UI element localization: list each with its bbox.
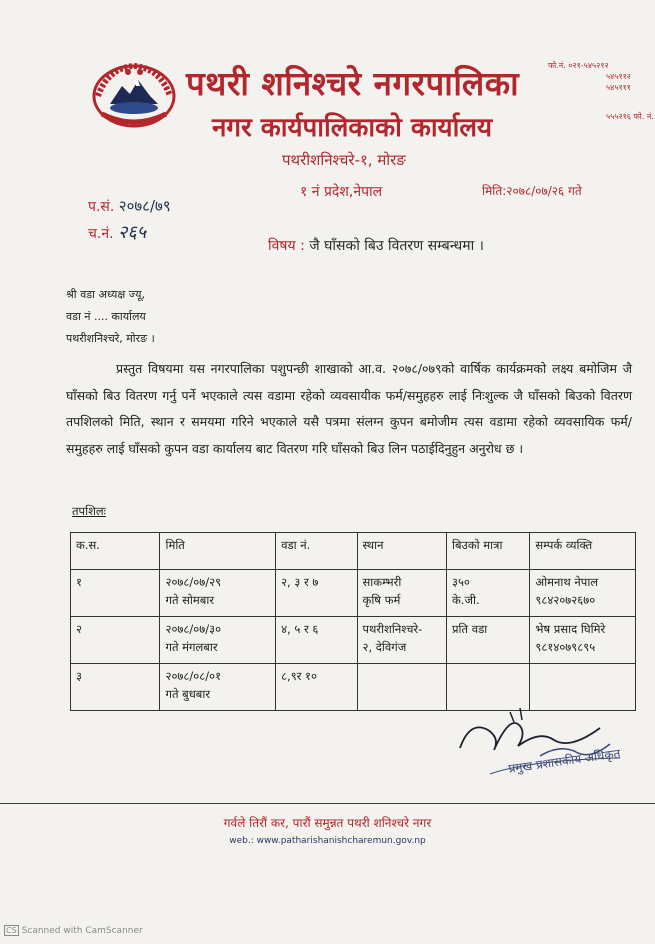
cell-wards: ८,९र १० xyxy=(276,664,357,711)
cell-day-value: गते बुधबार xyxy=(165,687,211,701)
cell-date xyxy=(160,617,276,664)
col-header-quantity: बिउको मात्रा xyxy=(446,533,529,570)
cell-place-line: पथरीशनिश्चरे- xyxy=(362,622,423,636)
col-header-contact: सम्पर्क व्यक्ति xyxy=(530,533,636,570)
phone-number: ५४५१११ xyxy=(606,83,631,92)
municipality-title: पथरी शनिश्चरे नगरपालिका xyxy=(186,64,520,103)
cell-quantity-line: प्रति वडा xyxy=(451,622,488,636)
col-header-sn: क.स. xyxy=(71,533,160,570)
letter-ref-number xyxy=(88,196,171,216)
cell-day-value: गते मंगलबार xyxy=(165,640,218,654)
phone-number: फो.नं. ०२१-५४५२१२ xyxy=(548,61,609,70)
cell-quantity-line: के.जी. xyxy=(451,593,480,607)
cell-date xyxy=(160,570,276,617)
cell-date-value: २०७८/०७/२९ xyxy=(165,575,222,589)
cell-place-line: कृषि फर्म xyxy=(362,593,401,607)
scanner-text: Scanned with CamScanner xyxy=(21,926,143,936)
office-subtitle: नगर कार्यपालिकाको कार्यालय xyxy=(212,113,493,143)
phone-numbers xyxy=(548,60,654,122)
office-address: पथरीशनिश्चरे-१, मोरङ xyxy=(282,151,406,169)
scanner-watermark xyxy=(4,925,143,936)
ref-label: प.सं. xyxy=(88,199,115,215)
footer-slogan: गर्वले तिरौं कर, पारौं समुन्नत पथरी शनिश्चरे नगर xyxy=(223,816,432,830)
phone-number: ५४५११२ xyxy=(606,72,631,81)
cell-contact-name: ओमनाथ नेपाल xyxy=(535,575,599,589)
col-header-place: स्थान xyxy=(357,533,446,570)
addressee-line: वडा नं .... कार्यालय xyxy=(66,310,146,323)
dispatch-number xyxy=(88,220,146,244)
addressee-line: श्री वडा अध्यक्ष ज्यू, xyxy=(66,288,145,301)
date-label: मिति: xyxy=(482,184,507,198)
letter-body xyxy=(66,356,632,462)
cell-place-line: २, देविगंज xyxy=(362,640,407,654)
details-label: तपशिलः xyxy=(72,504,107,518)
addressee-line: पथरीशनिश्चरे, मोरङ । xyxy=(66,332,155,345)
cell-quantity-line: ३५० xyxy=(451,575,470,589)
dispatch-label: च.नं. xyxy=(88,226,114,242)
cell-contact xyxy=(530,570,636,617)
cell-sn: ३ xyxy=(71,664,160,711)
camscanner-icon: CS xyxy=(6,926,17,935)
cell-contact-phone: ९८१४०७९८९५ xyxy=(535,640,596,654)
official-stamp: प्रमुख प्रशासकीय अधिकृत xyxy=(507,746,622,776)
cell-wards: २, ३ र ७ xyxy=(276,570,357,617)
table-row xyxy=(71,617,636,664)
nepal-emblem-icon xyxy=(88,56,180,132)
cell-place xyxy=(357,570,446,617)
cell-quantity xyxy=(446,617,529,664)
cell-date-value: २०७८/०७/३० xyxy=(165,622,222,636)
cell-place xyxy=(357,617,446,664)
office-province: १ नं प्रदेश,नेपाल xyxy=(300,184,383,200)
footer-divider xyxy=(0,803,655,804)
table-header-row xyxy=(71,533,636,570)
cell-quantity xyxy=(446,570,529,617)
subject-label: विषय : xyxy=(268,238,305,254)
subject-text: जै घाँसको बिउ वितरण सम्बन्धमा । xyxy=(309,238,484,254)
cell-contact xyxy=(530,617,636,664)
ref-value: २०७८/७९ xyxy=(118,197,171,215)
dispatch-value: २६५ xyxy=(118,222,147,243)
col-header-date: मिति xyxy=(160,533,276,570)
cell-date xyxy=(160,664,276,711)
signature-icon xyxy=(450,700,630,790)
cell-place xyxy=(357,664,446,711)
phone-number: ५५५२१६ फो. नं. xyxy=(606,112,654,121)
col-header-ward: वडा नं. xyxy=(276,533,357,570)
distribution-table xyxy=(70,532,636,711)
date-value: २०७८/०७/२६ गते xyxy=(506,184,582,198)
cell-day-value: गते सोमबार xyxy=(165,593,215,607)
cell-sn: १ xyxy=(71,570,160,617)
cell-wards: ४, ५ र ६ xyxy=(276,617,357,664)
cell-contact-name: भेष प्रसाद घिमिरे xyxy=(535,622,606,636)
table-row xyxy=(71,570,636,617)
cell-date-value: २०७८/०८/०१ xyxy=(165,669,222,683)
letter-date xyxy=(482,182,582,199)
cell-sn: २ xyxy=(71,617,160,664)
cell-place-line: साकम्भरी xyxy=(362,575,402,589)
body-text: प्रस्तुत विषयमा यस नगरपालिका पशुपन्छी शाखाको आ.व. २०७८/०७९को वार्षिक कार्यक्रमको लक्ष्य बमोजिम जै घाँसको बिउ वितरण गर्नु पर्ने भएकाले त्यस वडामा रहेको व्यवसायीक फर्म/समुहहरु लाई निःशुल्क जै घाँसको बिउको वितरण तपशिलको मिति, स्थान र समयमा गरिने भएकाले यसै पत्रमा संलग्न कुपन बमोजीम त्यस वडामा रहेको व्यवसायिक फर्म/समुहहरु लाई घाँसको कुपन वडा कार्यालय बाट वितरण गरि घाँसको बिउ लिन पठाईदिनुहुन अनुरोध छ । xyxy=(66,361,632,456)
cell-contact-phone: ९८४२०७२६७० xyxy=(535,593,596,607)
footer-website: web.: www.patharishanishcharemun.gov.np xyxy=(229,836,426,846)
addressee-block xyxy=(66,284,155,350)
subject-line xyxy=(268,236,484,255)
